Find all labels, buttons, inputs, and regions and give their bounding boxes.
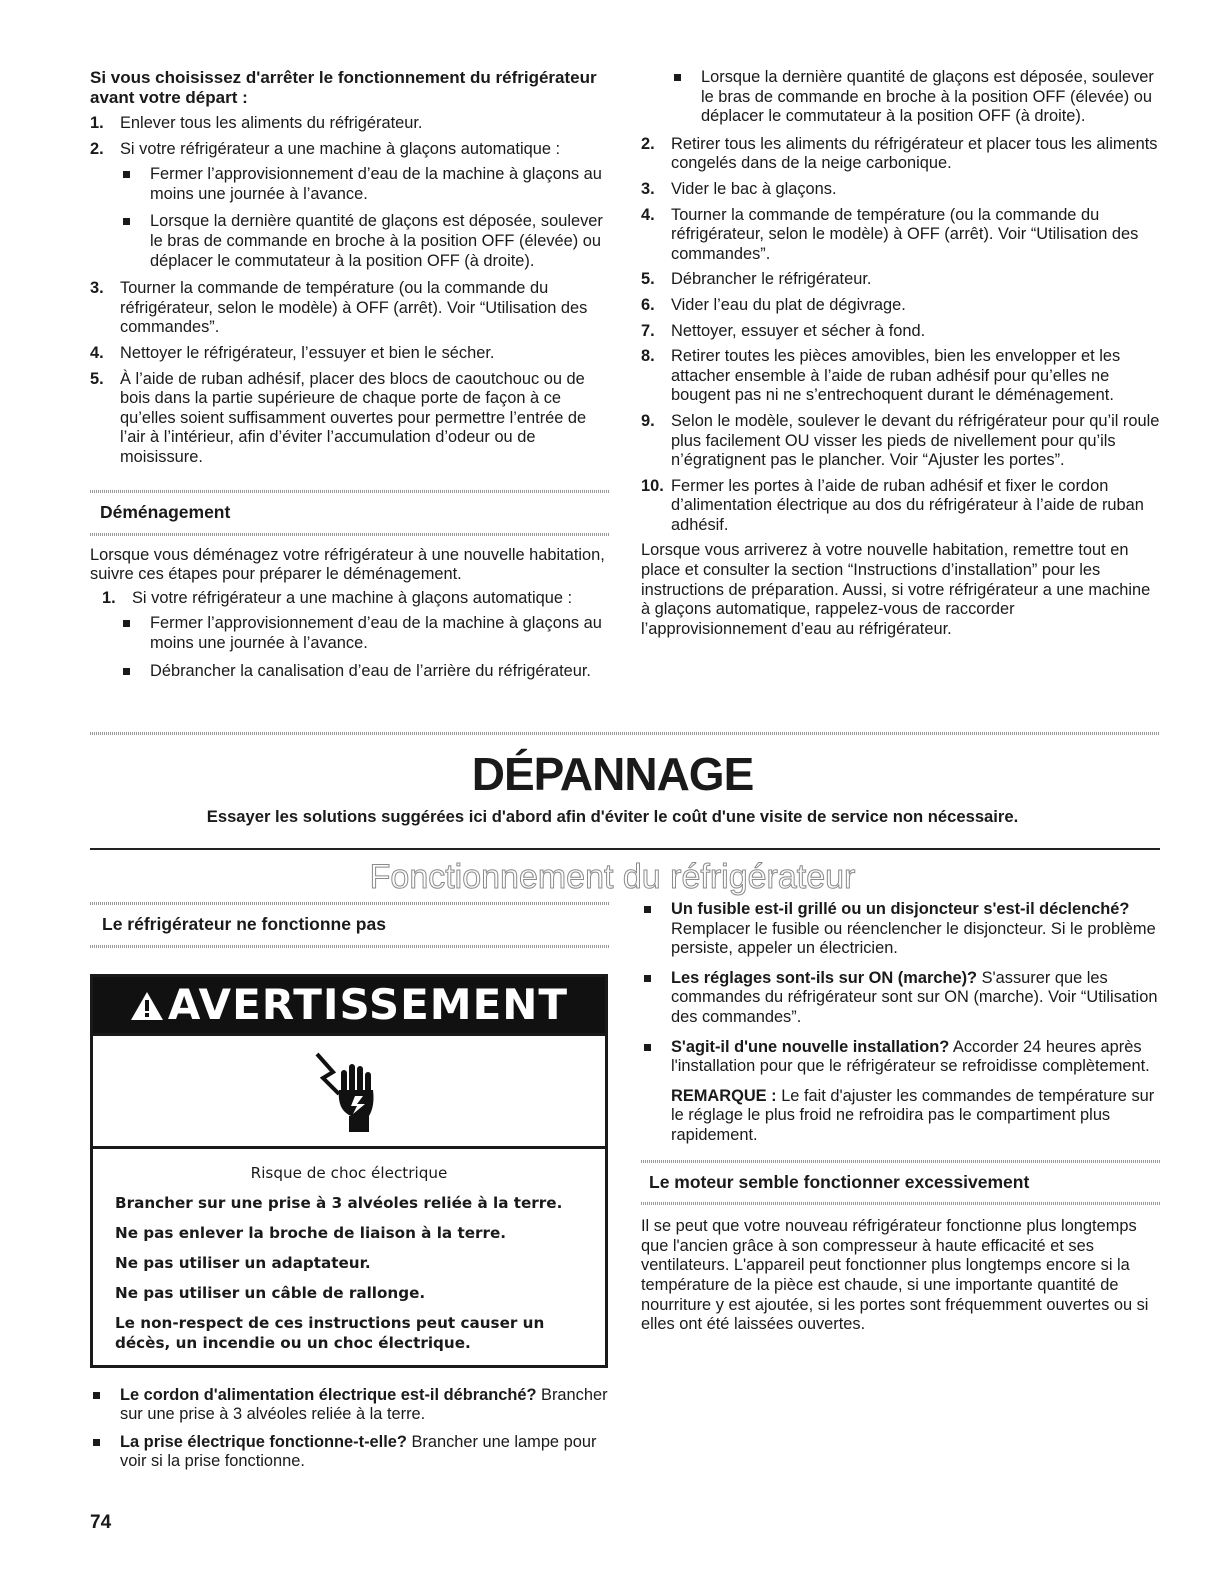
list-item — [641, 206, 1161, 265]
motor-heading: Le moteur semble fonctionner excessivement — [649, 1171, 1030, 1192]
item-text: Tourner la commande de température (ou la commande du réfrigérateur, selon le modèle) à OFF (arrêt). Voir “Utilisation des commandes”. — [120, 279, 588, 337]
page-subtitle: Essayer les solutions suggérées ici d'abord afin d'éviter le coût d'une visite de service non nécessaire. — [206, 807, 1019, 826]
list-item — [90, 279, 610, 338]
demenagement-intro: Lorsque vous déménagez votre réfrigérateur à une nouvelle habitation, suivre ces étapes pour préparer le déménagement. — [90, 545, 605, 584]
item-number: 2. — [641, 134, 655, 153]
bullet-item — [90, 1433, 610, 1472]
list-item — [641, 270, 1161, 290]
item-number: 8. — [641, 347, 655, 366]
item-text: Nettoyer le réfrigérateur, l’essuyer et bien le sécher. — [120, 343, 495, 362]
question: La prise électrique fonctionne-t-elle? — [120, 1432, 407, 1451]
list-item — [641, 477, 1161, 536]
warning-title: AVERTISSEMENT — [167, 979, 569, 1029]
list-item — [90, 140, 610, 160]
item-text: Retirer tous les aliments du réfrigérateur et placer tous les aliments congelés dans de la neige carbonique. — [671, 134, 1158, 173]
question: Un fusible est-il grillé ou un disjoncteur s'est-il déclenché? — [671, 900, 1130, 918]
right-bottom-column — [641, 900, 1161, 1335]
item-number: 3. — [641, 179, 655, 198]
item-number: 10. — [641, 476, 664, 495]
item-number: 3. — [90, 279, 104, 298]
item-number: 9. — [641, 411, 655, 430]
answer: Remplacer le fusible ou réenclencher le disjoncteur. Si le problème persiste, appeler un électricien. — [671, 919, 1156, 958]
warning-line: Risque de choc électrique — [250, 1163, 448, 1182]
note-label: REMARQUE : — [671, 1086, 777, 1105]
list-item — [641, 412, 1161, 471]
divider — [90, 848, 1160, 850]
divider — [641, 1202, 1161, 1205]
list-item — [90, 344, 610, 364]
section-title: Fonctionnement du réfrigérateur — [369, 858, 856, 896]
item-number: 7. — [641, 321, 655, 340]
not-working-heading: Le réfrigérateur ne fonctionne pas — [102, 914, 386, 934]
bullet-item: Débrancher la canalisation d’eau de l’arrière du réfrigérateur. — [120, 662, 610, 682]
item-text: Tourner la commande de température (ou la commande du réfrigérateur, selon le modèle) à OFF (arrêt). Voir “Utilisation des commandes”. — [671, 205, 1139, 263]
item-number: 4. — [641, 205, 655, 224]
bullet-item: Fermer l’approvisionnement d’eau de la machine à glaçons au moins une journée à l’avance. — [120, 165, 610, 204]
bullet-item — [641, 1038, 1161, 1077]
shock-icon-area — [93, 1033, 605, 1146]
bullet-item — [641, 969, 1161, 1028]
question: Le cordon d'alimentation électrique est-il débranché? — [120, 1385, 537, 1404]
item-text: Si votre réfrigérateur a une machine à glaçons automatique : — [120, 139, 561, 158]
left-top-column — [90, 68, 610, 474]
warning-body — [93, 1146, 605, 1365]
item-number: 1. — [90, 114, 104, 132]
item-number: 2. — [90, 139, 104, 158]
note-paragraph — [641, 1087, 1161, 1146]
demenagement-section — [90, 490, 610, 689]
answer: Accorder 24 heures après l'installation pour que le réfrigérateur se refroidisse complètement. — [671, 1037, 1150, 1076]
electric-shock-hazard-icon — [311, 1050, 387, 1136]
bullet-item: Fermer l’approvisionnement d’eau de la machine à glaçons au moins une journée à l’avance. — [120, 614, 610, 653]
closing-paragraph: Lorsque vous arriverez à votre nouvelle habitation, remettre tout en place et consulter la section “Instructions d’installation” pour les instructions de préparation. Aussi, si votre réfrigérateur a une machine à glaçons automatique, rappelez-vous de raccorder l’approvisionnement d’eau au réfrigérateur. — [641, 541, 1151, 638]
item-text: Enlever tous les aliments du réfrigérateur. — [120, 114, 423, 132]
page-title: DÉPANNAGE — [471, 748, 754, 800]
bullet-item — [641, 900, 1161, 959]
answer: S'assurer que les commandes du réfrigérateur sont sur ON (marche). Voir “Utilisation des commandes”. — [671, 968, 1158, 1026]
list-item — [641, 322, 1161, 342]
question: Les réglages sont-ils sur ON (marche)? — [671, 968, 978, 987]
answer: Brancher une lampe pour voir si la prise fonctionne. — [120, 1432, 597, 1471]
question: S'agit-il d'une nouvelle installation? — [671, 1037, 950, 1056]
item-text: À l’aide de ruban adhésif, placer des blocs de caoutchouc ou de bois dans la partie supérieure de chaque porte de façon à ce qu’elles soient suffisamment ouvertes pour permettre l’entrée de l’air à l’intérieur, afin d’éviter l’accumulation d’odeur ou de moisissure. — [120, 369, 587, 466]
storage-heading: Si vous choisissez d'arrêter le fonctionnement du réfrigérateur avant votre départ : — [90, 68, 597, 107]
item-text: Selon le modèle, soulever le devant du réfrigérateur pour qu’il roule plus facilement OU visser les pieds de nivellement pour qu’ils n’égratignent pas le plancher. Voir “Ajuster les portes”. — [671, 411, 1160, 470]
list-item — [90, 114, 610, 134]
item-number: 4. — [90, 343, 104, 362]
warning-line: Ne pas enlever la broche de liaison à la terre. — [115, 1223, 507, 1242]
divider — [90, 945, 610, 948]
list-item — [641, 135, 1161, 174]
warning-triangle-icon — [130, 991, 164, 1021]
warning-line: Ne pas utiliser un câble de rallonge. — [115, 1283, 426, 1302]
item-text: Si votre réfrigérateur a une machine à glaçons automatique : — [132, 588, 573, 607]
item-text: Fermer les portes à l’aide de ruban adhésif et fixer le cordon d’alimentation électrique au dos du réfrigérateur à l’aide de ruban adhésif. — [671, 476, 1144, 534]
right-top-column — [641, 68, 1161, 639]
item-text: Nettoyer, essuyer et sécher à fond. — [671, 321, 926, 340]
divider — [90, 732, 1160, 735]
warning-box — [90, 974, 608, 1368]
warning-line: Brancher sur une prise à 3 alvéoles reliée à la terre. — [115, 1193, 563, 1212]
item-text: Retirer toutes les pièces amovibles, bien les envelopper et les attacher ensemble à l’aide de ruban adhésif pour qu’elles ne bougent pas ni ne s’entrechoquent durant le déménagement. — [671, 347, 1121, 405]
note-text: Le fait d'ajuster les commandes de température sur le réglage le plus froid ne refroidira pas le compartiment plus rapidement. — [671, 1086, 1155, 1144]
motor-paragraph: Il se peut que votre nouveau réfrigérateur fonctionne plus longtemps que l'ancien grâce à son compresseur à haute efficacité et ses ventilateurs. L'appareil peut fonctionner plus longtemps encore si la température de la pièce est chaude, si une importante quantité de nourriture y est ajoutée, si les portes sont fréquemment ouvertes ou si elles ont été laissées ouvertes. — [641, 1217, 1149, 1334]
bullet-item — [90, 1386, 610, 1425]
item-number: 5. — [641, 270, 655, 289]
warning-line: Le non-respect de ces instructions peut causer un décès, un incendie ou un choc électrique. — [115, 1313, 545, 1352]
item-number: 6. — [641, 295, 655, 314]
warning-line: Ne pas utiliser un adaptateur. — [115, 1253, 371, 1272]
answer: Brancher sur une prise à 3 alvéoles reliée à la terre. — [120, 1385, 608, 1424]
item-text: Débrancher le réfrigérateur. — [671, 270, 872, 289]
warning-header — [93, 977, 605, 1033]
item-number: 1. — [102, 588, 116, 607]
bullet-item: Lorsque la dernière quantité de glaçons est déposée, soulever le bras de commande en broche à la position OFF (élevée) ou déplacer le commutateur à la position OFF (à droite). — [671, 68, 1161, 127]
demenagement-heading: Déménagement — [100, 502, 231, 522]
page-number: 74 — [90, 1512, 112, 1533]
list-item — [90, 370, 610, 468]
list-item — [102, 589, 610, 609]
bullet-item: Lorsque la dernière quantité de glaçons est déposée, soulever le bras de commande en broche à la position OFF (élevée) ou déplacer le commutateur à la position OFF (à droite). — [120, 212, 610, 271]
list-item — [641, 347, 1161, 406]
left-bottom-column — [90, 902, 610, 1480]
item-text: Vider l’eau du plat de dégivrage. — [671, 295, 906, 314]
item-number: 5. — [90, 369, 104, 388]
list-item — [641, 296, 1161, 316]
divider — [90, 533, 610, 536]
list-item — [641, 180, 1161, 200]
item-text: Vider le bac à glaçons. — [671, 179, 837, 198]
